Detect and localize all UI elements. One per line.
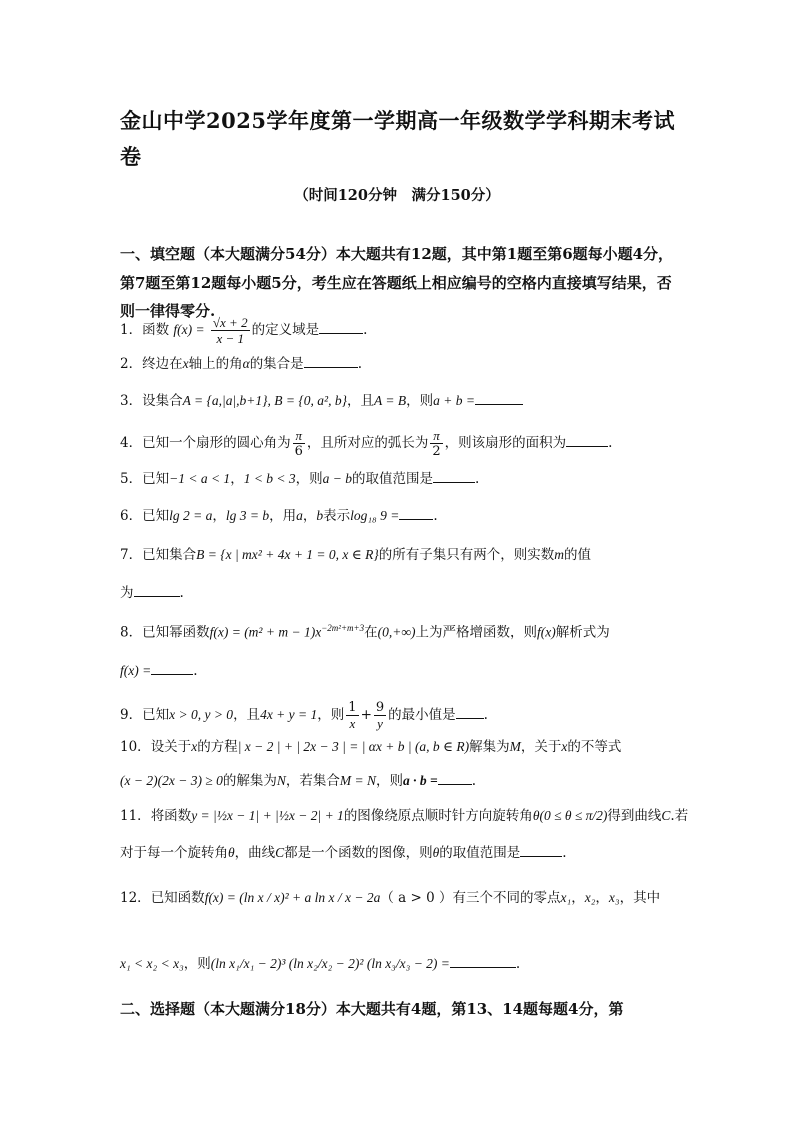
question-9: 9．已知x > 0, y > 0，且4x + y = 1，则 $\frac{1}{x}$ + $\frac{9}{y}$ 的最小值是 . <box>120 700 488 731</box>
question-6: 6．已知lg 2 = a，lg 3 = b，用a，b表示log₁₈ 9 = . <box>120 505 680 526</box>
section-1-instructions: 一、填空题（本大题满分54分）本大题共有12题，其中第1题至第6题每小题4分，第7题至第12题每小题5分，考生应在答题纸上相应编号的空格内直接填写结果，否则一律得零分. <box>120 245 674 320</box>
question-4: 4．已知一个扇形的圆心角为 $\frac{\pi}{6}$ ，且所对应的弧长为 $\frac{\pi}{2}$ ，则该扇形的面积为 . <box>120 428 613 459</box>
question-3: 3．设集合A = {a,|a|,b+1}, B = {0, a², b}，且A = B，则a + b = <box>120 390 680 411</box>
fraction: $\frac{\pi}{2}$ <box>432 428 441 459</box>
question-11: 11．将函数y = |½x − 1| + |½x − 2| + 1的图像绕原点顺时针方向旋转角θ(0 ≤ θ ≤ π/2)得到曲线C.若 <box>120 808 689 824</box>
question-8-line-2: f(x) = . <box>120 660 680 681</box>
section-2-instructions: 二、选择题（本大题满分18分）本大题共有4题，第13、14题每题4分，第 <box>120 1000 624 1018</box>
question-1: 1．函数 f(x) = $\frac{√x + 2}{x - 1}$ 的定义域是 . <box>120 315 368 346</box>
fraction: $\frac{9}{y}$ <box>375 700 385 731</box>
answer-blank <box>319 319 363 334</box>
answer-blank <box>151 660 193 675</box>
question-12: 12．已知函数f(x) = (ln x / x)² + a ln x / x − 2a（ a > 0 ）有三个不同的零点x₁，x₂，x₃，其中 <box>120 890 661 906</box>
exam-subtitle: （时间120分钟 满分150分） <box>294 187 500 204</box>
page-title: 金山中学2025学年度第一学期高一年级数学学科期末考试卷 <box>120 108 675 169</box>
answer-blank <box>304 353 358 368</box>
question-10-line-2: (x − 2)(2x − 3) ≥ 0的解集为N，若集合M = N，则a · b = . <box>120 770 680 791</box>
fraction: $\frac{\pi}{6}$ <box>294 428 303 459</box>
answer-blank <box>433 468 475 483</box>
answer-blank <box>399 505 433 520</box>
answer-blank <box>438 770 472 785</box>
answer-blank <box>475 390 523 405</box>
question-7-line-2: 为 . <box>120 582 680 603</box>
answer-blank <box>450 953 516 968</box>
question-10: 10．设关于x的方程| x − 2 | + | 2x − 3 | = | αx + b | (a, b ∈ R)解集为M，关于x的不等式 <box>120 739 622 755</box>
question-8: 8．已知幂函数$f(x) = (m^2 + m - 1)x^{-2m^2+m+3}$在(0,+∞)上为严格增函数，则f(x)解析式为 <box>120 623 610 641</box>
answer-blank <box>520 842 562 857</box>
fraction: $\frac{1}{x}$ <box>348 700 357 731</box>
fraction: $\frac{√x + 2}{x - 1}$ <box>212 315 248 346</box>
answer-blank <box>134 582 180 597</box>
question-2: 2．终边在x轴上的角α的集合是 . <box>120 353 680 374</box>
question-5: 5．已知−1 < a < 1，1 < b < 3，则a − b的取值范围是 . <box>120 468 680 489</box>
question-11-line-2: 对于每一个旋转角θ，曲线C都是一个函数的图像，则θ的取值范围是 . <box>120 842 680 863</box>
answer-blank <box>566 432 608 447</box>
question-12-line-2: x₁ < x₂ < x₃，则(ln x₁/x₁ − 2)³ (ln x₂/x₂ − 2)² (ln x₃/x₃ − 2) = . <box>120 953 680 974</box>
question-7: 7．已知集合B = {x | mx² + 4x + 1 = 0, x ∈ R}的所有子集只有两个，则实数m的值 <box>120 547 592 563</box>
answer-blank <box>456 704 484 719</box>
